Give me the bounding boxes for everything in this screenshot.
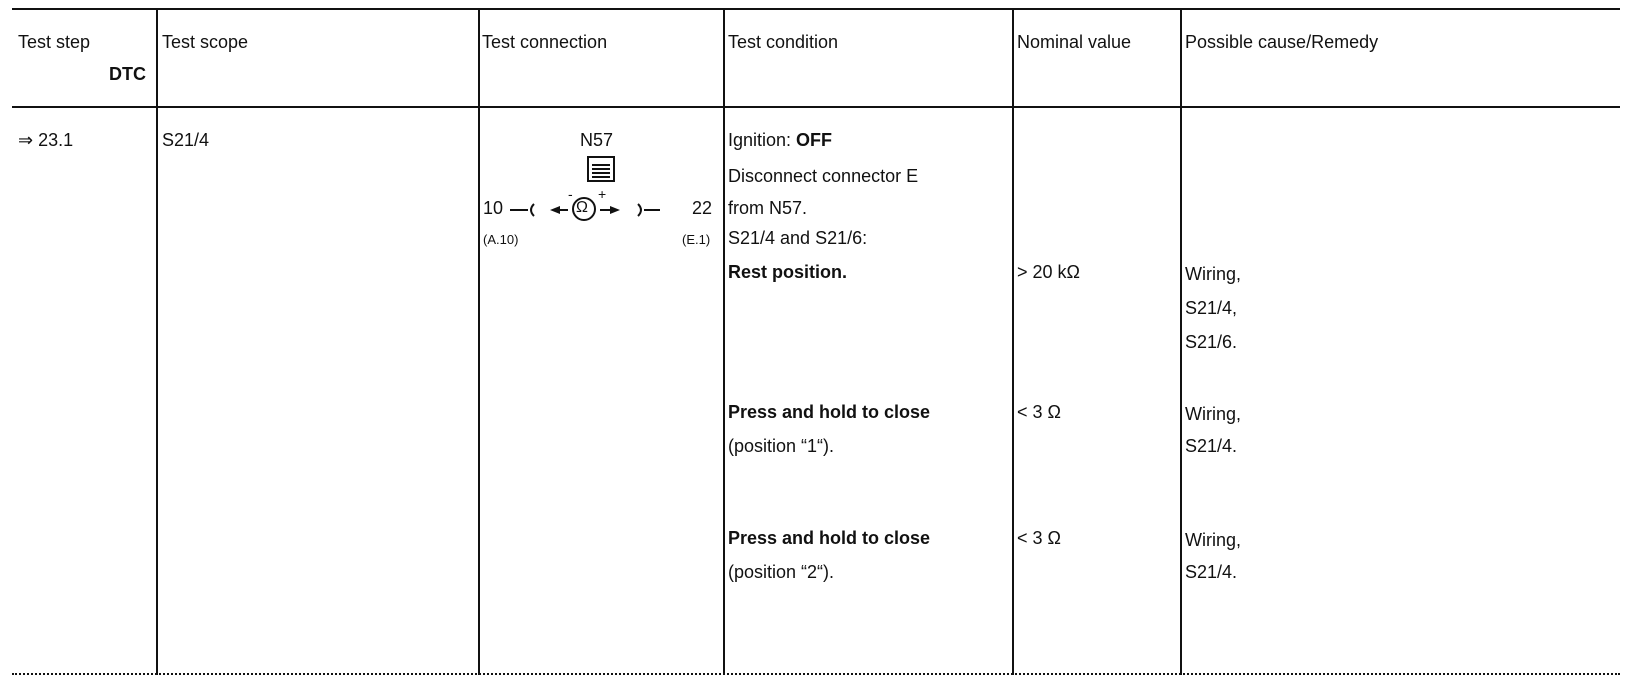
cause-line: S21/4, xyxy=(1185,298,1238,318)
cause-line: Wiring, xyxy=(1185,264,1242,284)
ignition-value: OFF xyxy=(796,130,833,150)
pin-right: 22 xyxy=(692,198,713,218)
cause-line: S21/4. xyxy=(1185,436,1238,456)
column-divider xyxy=(478,8,480,675)
column-divider xyxy=(1012,8,1014,675)
table-top-border xyxy=(12,8,1620,10)
header-test-connection: Test connection xyxy=(482,32,608,52)
check-note: (position “2“). xyxy=(728,562,835,582)
header-test-condition: Test condition xyxy=(728,32,839,52)
cause-line: Wiring, xyxy=(1185,530,1242,550)
condition-line: from N57. xyxy=(728,198,808,218)
header-dtc: DTC xyxy=(109,64,146,84)
check-condition: Press and hold to close xyxy=(728,402,931,422)
nominal-value: < 3 Ω xyxy=(1017,402,1061,422)
plus-sign: + xyxy=(598,186,607,202)
test-step-value: ⇒ 23.1 xyxy=(18,130,74,150)
header-test-scope: Test scope xyxy=(162,32,249,52)
check-condition: Press and hold to close xyxy=(728,528,931,548)
ignition-condition xyxy=(728,128,832,152)
test-scope-value: S21/4 xyxy=(162,130,210,150)
control-module-icon xyxy=(587,156,615,182)
nominal-value: > 20 kΩ xyxy=(1017,262,1080,282)
condition-line: S21/4 and S21/6: xyxy=(728,228,868,248)
header-test-step: Test step xyxy=(18,32,91,52)
nominal-value: < 3 Ω xyxy=(1017,528,1061,548)
cause-line: S21/4. xyxy=(1185,562,1238,582)
header-nominal-value: Nominal value xyxy=(1017,32,1132,52)
pin-left-ref: (A.10) xyxy=(483,232,519,247)
ohm-symbol: Ω xyxy=(576,199,588,216)
column-divider xyxy=(156,8,158,675)
module-label: N57 xyxy=(580,130,614,150)
header-possible-cause: Possible cause/Remedy xyxy=(1185,32,1379,52)
pin-left: 10 xyxy=(483,198,504,218)
column-divider xyxy=(723,8,725,675)
minus-sign: - xyxy=(568,186,573,202)
check-condition: Rest position. xyxy=(728,262,848,282)
table-bottom-border xyxy=(12,673,1620,675)
cause-line: Wiring, xyxy=(1185,404,1242,424)
column-divider xyxy=(1180,8,1182,675)
header-separator xyxy=(12,106,1620,108)
condition-line: Disconnect connector E xyxy=(728,166,919,186)
ohmmeter-connection-icon xyxy=(508,196,720,224)
check-note: (position “1“). xyxy=(728,436,835,456)
ignition-label: Ignition: xyxy=(728,130,797,150)
cause-line: S21/6. xyxy=(1185,332,1238,352)
pin-right-ref: (E.1) xyxy=(682,232,711,247)
